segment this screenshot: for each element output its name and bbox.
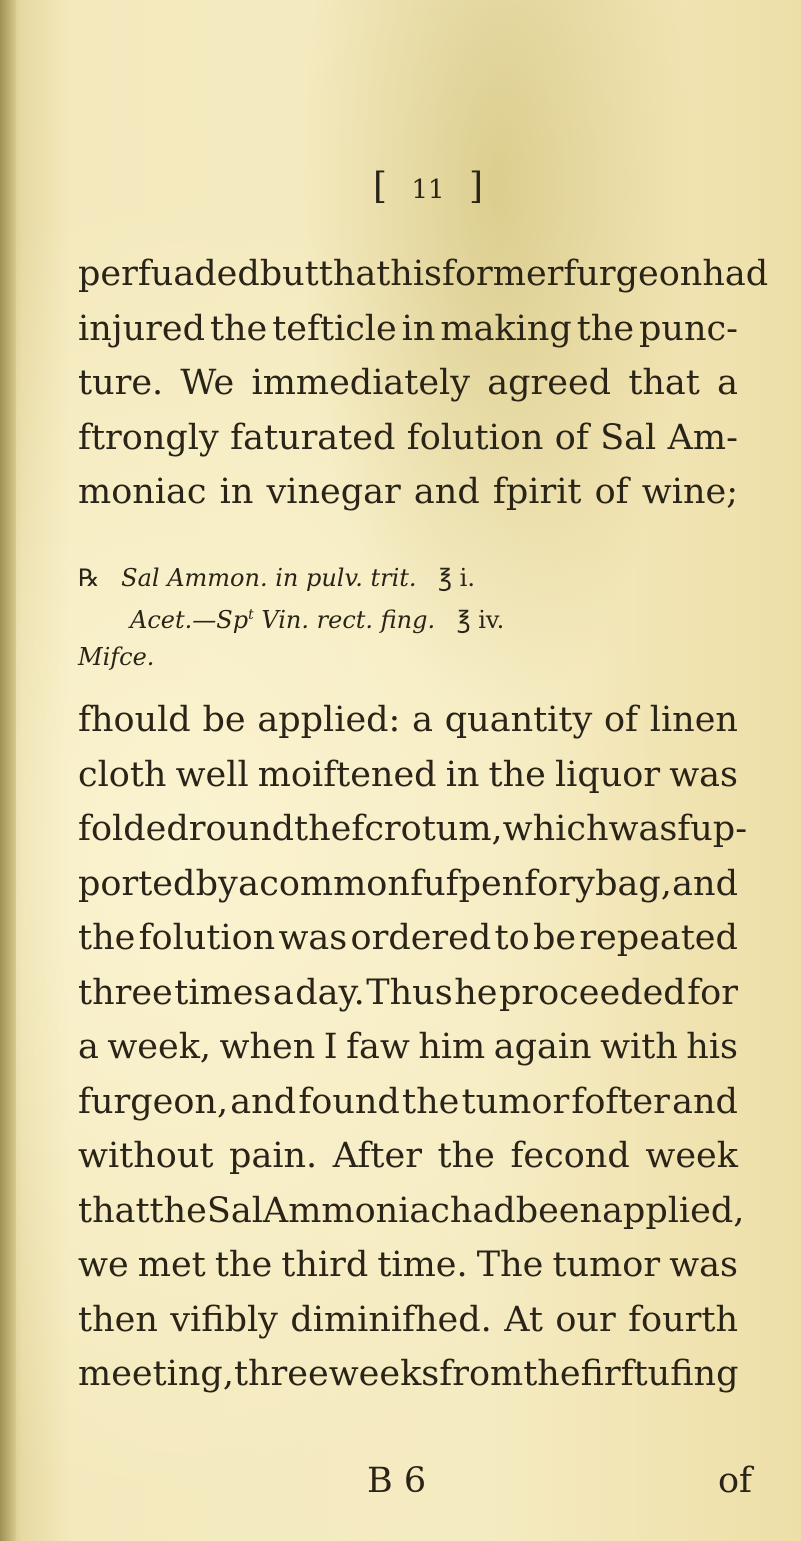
word: the — [402, 1081, 460, 1122]
word: the — [149, 1190, 207, 1231]
prescription-line-2 — [78, 597, 728, 639]
word: in — [401, 308, 436, 349]
word: vifibly — [170, 1299, 278, 1340]
word: Sal — [600, 417, 657, 458]
text-line — [78, 693, 738, 748]
word: the — [214, 1245, 273, 1285]
page-header — [373, 166, 483, 207]
word: a — [412, 700, 433, 740]
word: meeting, — [78, 1354, 234, 1394]
word: third — [281, 1245, 369, 1285]
word: fufpenfory — [410, 863, 595, 904]
word: fecond — [510, 1136, 630, 1176]
word: was — [669, 754, 738, 795]
signature-mark: B 6 — [367, 1461, 427, 1501]
word: a — [238, 863, 259, 904]
word: moiftened — [257, 754, 437, 795]
word: pain. — [229, 1136, 318, 1176]
word: had — [702, 254, 769, 294]
word: furgeon, — [78, 1081, 229, 1122]
word: vinegar — [266, 472, 401, 512]
text-line — [78, 1238, 738, 1293]
word: week — [645, 1136, 738, 1176]
word: be — [532, 918, 577, 958]
word: to — [494, 918, 530, 958]
word: week, — [107, 1027, 212, 1067]
text-line — [78, 1293, 738, 1348]
word: in — [445, 754, 480, 795]
word: and — [672, 863, 738, 904]
word: weeks — [328, 1354, 440, 1394]
page-number: 11 — [411, 175, 445, 205]
text-block-bottom — [78, 693, 748, 1402]
word: diminifhed. — [290, 1299, 492, 1340]
page-footer — [367, 1461, 752, 1501]
word: punc- — [639, 308, 738, 349]
word: that — [628, 363, 700, 403]
page-gutter — [0, 0, 16, 1541]
word: was — [608, 809, 678, 849]
word: that — [78, 1190, 150, 1231]
word: three — [78, 972, 173, 1013]
word: I — [323, 1027, 338, 1067]
word: his — [390, 254, 442, 294]
word: ordered — [350, 918, 492, 958]
ingredient-1: Sal Ammon. in pulv. trit. — [121, 564, 417, 592]
word: was — [278, 918, 348, 958]
word: but — [259, 254, 319, 294]
word: when — [219, 1027, 316, 1067]
word: then — [78, 1299, 158, 1340]
word: tumor — [552, 1245, 661, 1285]
word: tefticle — [272, 308, 397, 349]
ingredient-2a: Acet.—Sp — [130, 606, 249, 634]
word: his — [686, 1027, 738, 1067]
word: well — [175, 754, 249, 795]
word: we — [78, 1245, 129, 1285]
text-line — [78, 1075, 738, 1130]
dose-2: ℥ iv. — [456, 606, 505, 634]
word: fup- — [677, 809, 748, 849]
word: been — [515, 1190, 603, 1231]
word: bag, — [595, 863, 672, 904]
word: quantity — [444, 700, 593, 740]
word: fcrotum, — [351, 809, 503, 849]
word: the — [78, 918, 136, 958]
word: fofter — [571, 1081, 670, 1122]
word: our — [555, 1299, 616, 1340]
superscript: t — [248, 607, 254, 623]
word: and — [230, 1081, 297, 1122]
word: from — [439, 1354, 524, 1394]
word: fpirit — [492, 472, 582, 512]
word: met — [137, 1245, 206, 1285]
word: the — [523, 1354, 581, 1394]
word: Sal — [206, 1190, 263, 1231]
word: be — [202, 700, 246, 740]
word: furgeon — [563, 254, 703, 294]
text-line — [78, 748, 738, 803]
word: that — [318, 254, 391, 294]
word: a — [717, 363, 738, 403]
word: a — [272, 972, 294, 1013]
text-line — [78, 857, 738, 912]
word: time. — [377, 1245, 468, 1285]
word: Thus — [366, 972, 453, 1013]
text-line — [78, 465, 738, 520]
word: liquor — [554, 754, 661, 795]
word: with — [600, 1027, 678, 1067]
word: faturated — [230, 417, 396, 458]
word: times — [174, 972, 272, 1013]
catchword: of — [717, 1461, 752, 1501]
word: a — [78, 1027, 99, 1067]
prescription-line-1 — [78, 560, 728, 597]
word: repeated — [579, 918, 738, 958]
word: making — [440, 308, 572, 349]
word: After — [332, 1136, 422, 1176]
word: for — [687, 972, 738, 1013]
word: again — [493, 1027, 592, 1067]
word: linen — [649, 700, 738, 740]
word: folded — [78, 809, 189, 849]
text-block-top — [78, 247, 769, 520]
word: he — [454, 972, 498, 1013]
text-line — [78, 1184, 745, 1239]
recipe-symbol: ℞ — [78, 564, 100, 592]
word: perfuaded — [78, 254, 260, 294]
word: three — [233, 1354, 329, 1394]
word: folution — [406, 417, 544, 458]
word: the — [209, 308, 268, 349]
text-line — [78, 1129, 738, 1184]
word: At — [504, 1299, 543, 1340]
word: applied: — [257, 700, 401, 740]
word: We — [180, 363, 235, 403]
word: ftrongly — [78, 417, 219, 458]
text-line — [78, 302, 738, 357]
word: had — [449, 1190, 516, 1231]
word: by — [195, 863, 238, 904]
word: injured — [78, 308, 205, 349]
word: the — [576, 308, 635, 349]
word: wine; — [641, 472, 738, 512]
text-line — [78, 966, 738, 1021]
word: fourth — [628, 1299, 738, 1340]
word: of — [554, 417, 589, 458]
word: round — [188, 809, 295, 849]
word: Am- — [667, 417, 738, 458]
word: ufing — [647, 1354, 739, 1394]
word: ported — [78, 863, 196, 904]
prescription-line-3 — [78, 639, 728, 676]
word: of — [594, 472, 629, 512]
word: fhould — [78, 700, 191, 740]
word: the — [488, 754, 546, 795]
word: in — [219, 472, 254, 512]
word: and — [413, 472, 480, 512]
text-line — [78, 356, 738, 411]
dose-1: ℥ i. — [438, 564, 475, 592]
ingredient-2b: Vin. rect. fing. — [261, 606, 436, 634]
text-line — [78, 1020, 738, 1075]
word: of — [603, 700, 639, 740]
word: agreed — [487, 363, 612, 403]
text-line — [78, 911, 738, 966]
word: him — [418, 1027, 486, 1067]
word: the — [437, 1136, 495, 1176]
word: moniac — [78, 472, 207, 512]
prescription — [78, 560, 728, 676]
left-bracket: [ — [373, 166, 388, 207]
text-line — [78, 247, 769, 302]
word: faw — [346, 1027, 410, 1067]
word: Ammoniac — [262, 1190, 450, 1231]
word: the — [294, 809, 352, 849]
word: and — [672, 1081, 738, 1122]
word: cloth — [78, 754, 167, 795]
word: immediately — [251, 363, 470, 403]
word: tumor — [461, 1081, 570, 1122]
word: found — [298, 1081, 400, 1122]
word: common — [259, 863, 410, 904]
misce: Mifce. — [78, 643, 155, 671]
word: folution — [138, 918, 276, 958]
word: was — [669, 1245, 738, 1285]
word: day. — [295, 972, 365, 1013]
right-bracket: ] — [468, 166, 483, 207]
word: without — [78, 1136, 214, 1176]
word: firft — [580, 1354, 648, 1394]
word: proceeded — [498, 972, 686, 1013]
text-line — [78, 411, 738, 466]
word: which — [502, 809, 609, 849]
text-line — [78, 802, 748, 857]
word: The — [476, 1245, 544, 1285]
word: former — [442, 254, 564, 294]
text-line — [78, 1347, 738, 1402]
word: applied, — [602, 1190, 745, 1231]
word: ture. — [78, 363, 164, 403]
